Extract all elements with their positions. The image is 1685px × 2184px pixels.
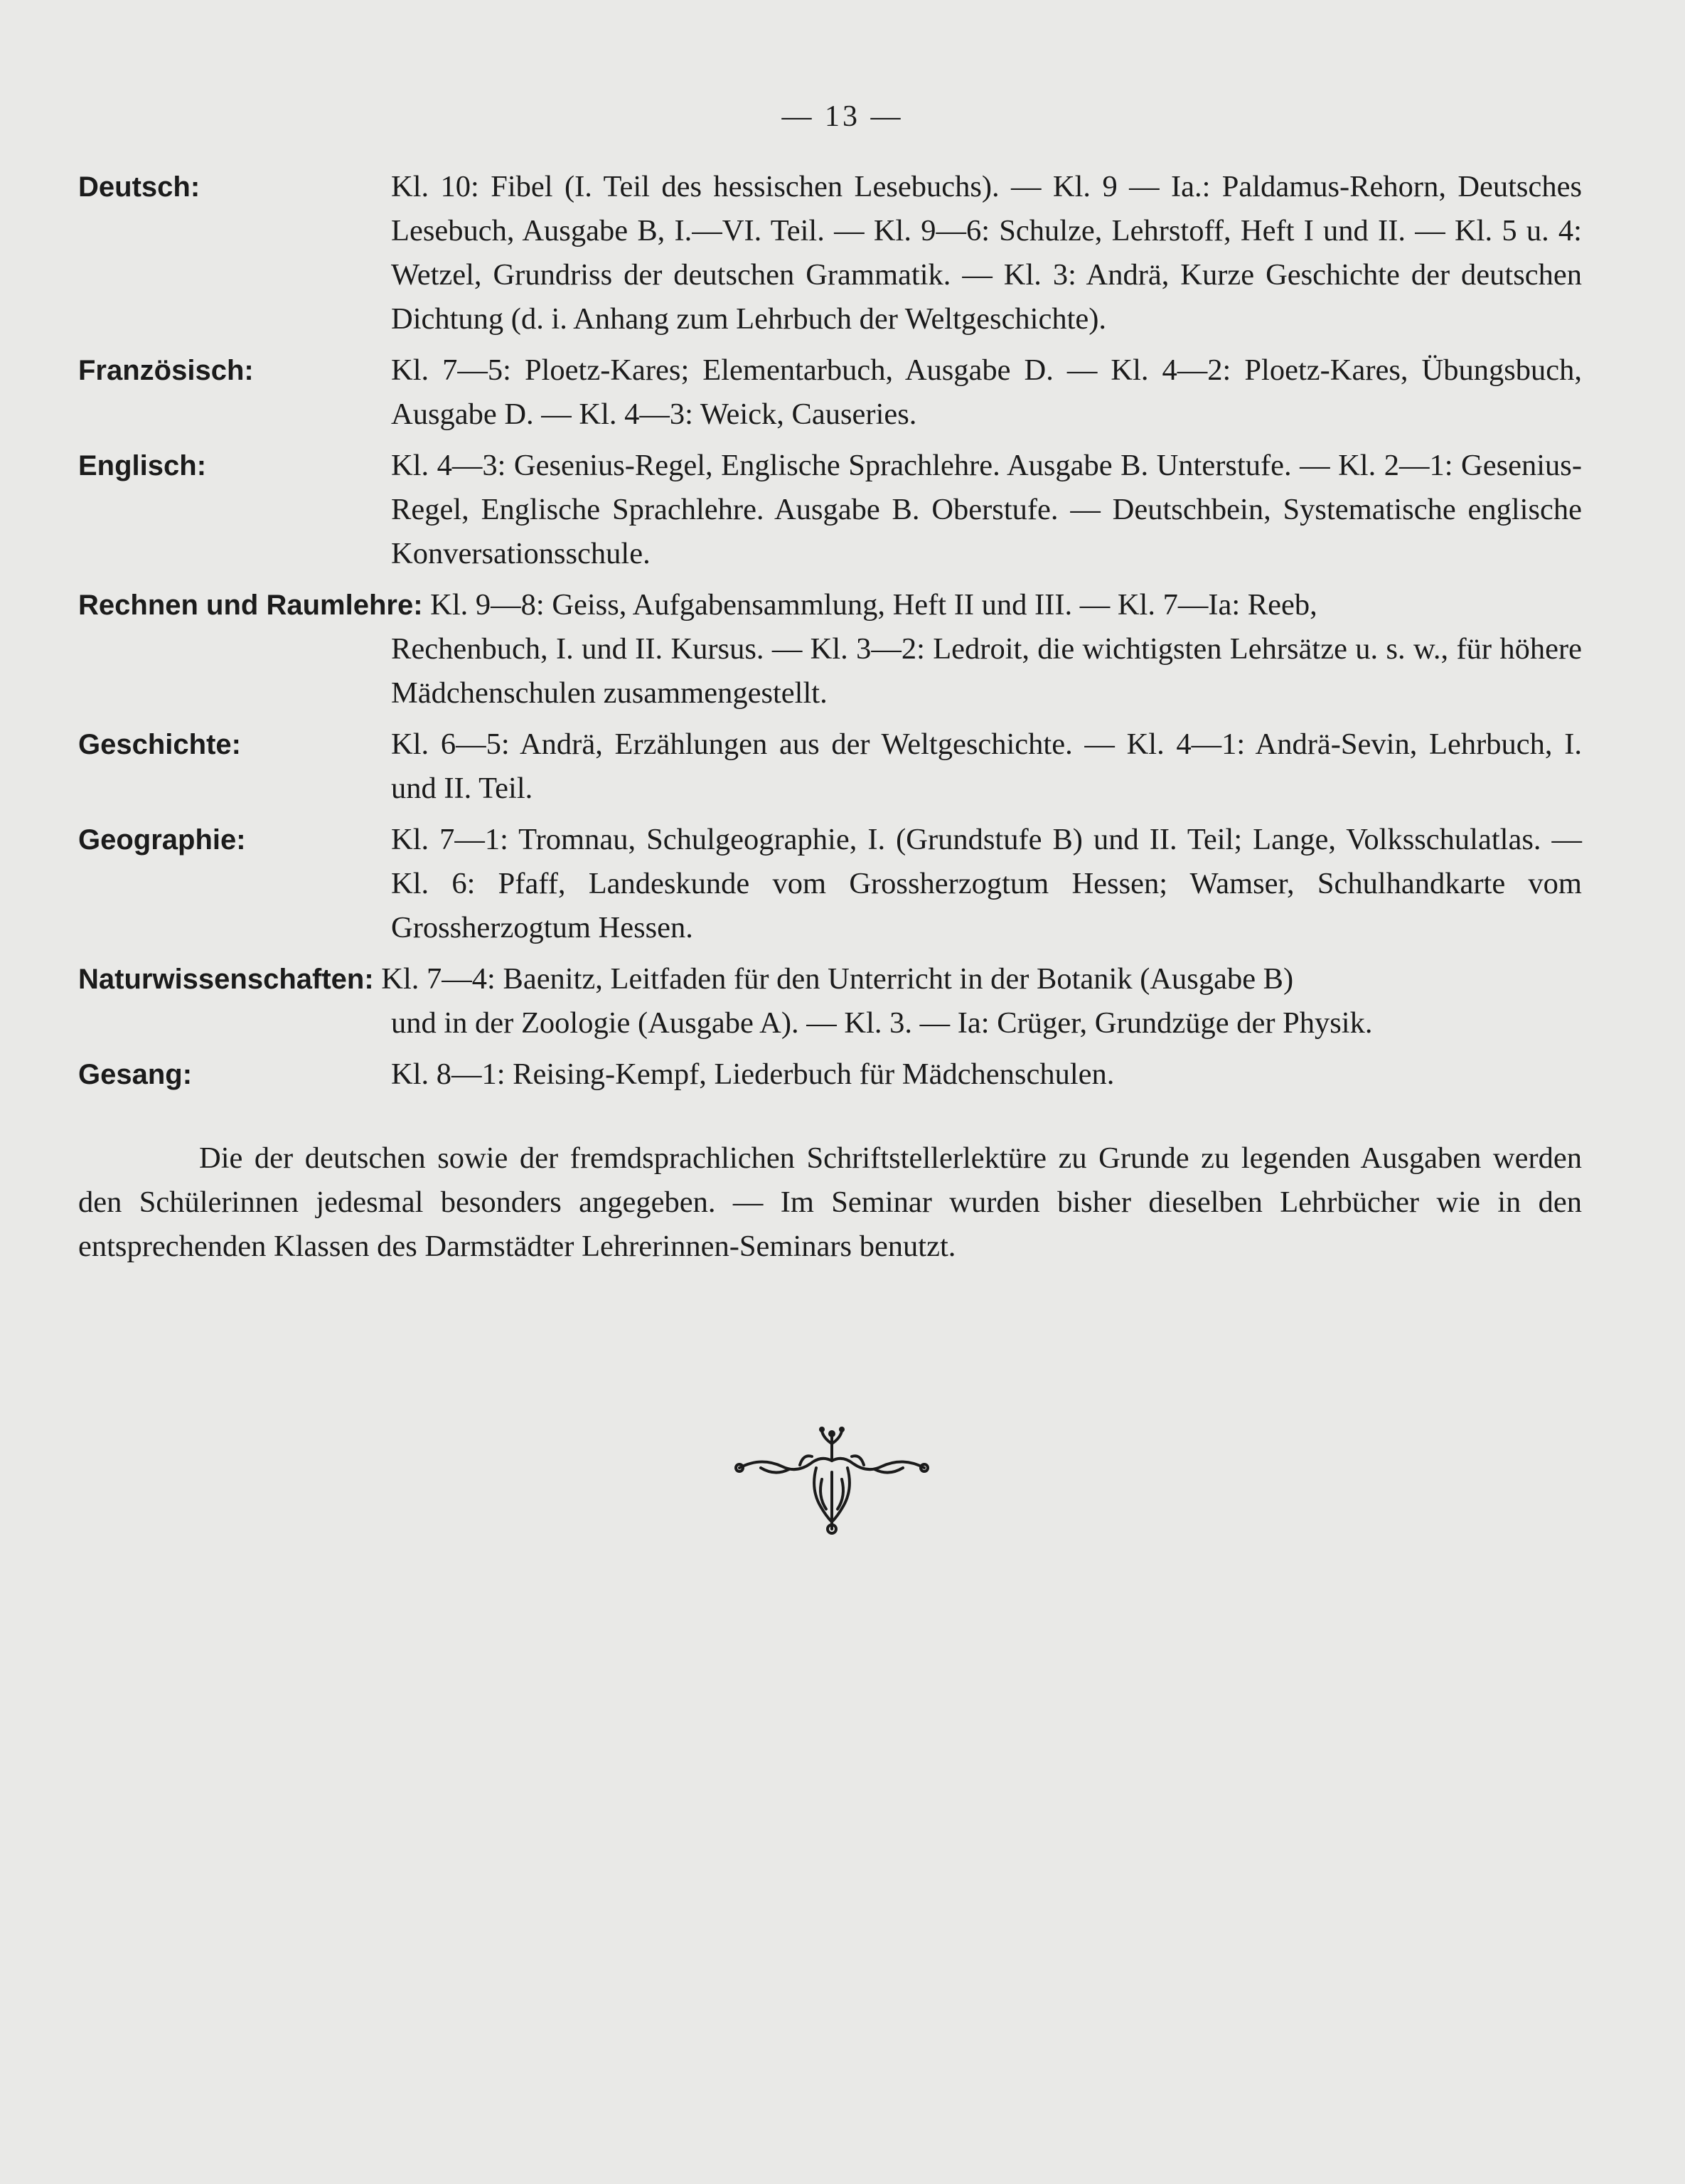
entry-lead-line	[78, 583, 1582, 627]
entry-englisch	[78, 444, 1582, 576]
entry-text: Kl. 4—3: Gesenius-Regel, Englische Sprachlehre. Ausgabe B. Unterstufe. — Kl. 2—1: Gesenius-Regel, Englische Sprachlehre. Ausgabe B. Oberstufe. — Deutschbein, Systematische englische Konversationsschule.	[391, 449, 1582, 570]
subject-label: Deutsch:	[78, 171, 200, 203]
subject-label: Französisch:	[78, 355, 254, 386]
subject-label: Gesang:	[78, 1059, 193, 1090]
subject-label: Geographie:	[78, 824, 246, 856]
entry-first-line: Kl. 9—8: Geiss, Aufgabensammlung, Heft II und III. — Kl. 7—Ia: Reeb,	[430, 588, 1317, 622]
entry-deutsch	[78, 165, 1582, 341]
entry-text: Rechenbuch, I. und II. Kursus. — Kl. 3—2: Ledroit, die wichtigsten Lehrsätze u. s. w., für höhere Mädchenschulen zusammengestellt.	[391, 632, 1582, 710]
entry-text: Kl. 7—1: Tromnau, Schulgeographie, I. (Grundstufe B) und II. Teil; Lange, Volksschulatlas. — Kl. 6: Pfaff, Landeskunde vom Grossherzogtum Hessen; Wamser, Schulhandkarte vom Grossherzogtum Hessen.	[391, 823, 1582, 944]
entry-geographie	[78, 818, 1582, 950]
subject-label: Naturwissenschaften:	[78, 964, 374, 995]
entry-text: und in der Zoologie (Ausgabe A). — Kl. 3. — Ia: Crüger, Grundzüge der Physik.	[391, 1006, 1373, 1040]
subject-label: Englisch:	[78, 450, 207, 481]
entry-text: Kl. 10: Fibel (I. Teil des hessischen Lesebuchs). — Kl. 9 — Ia.: Paldamus-Rehorn, Deutsches Lesebuch, Ausgabe B, I.—VI. Teil. — Kl. 9—6: Schulze, Lehrstoff, Heft I und II. — Kl. 5 u. 4: Wetzel, Grundriss der deutschen Grammatik. — Kl. 3: Andrä, Kurze Geschichte der deutschen Dichtung (d. i. Anhang zum Lehrbuch der Weltgeschichte).	[391, 170, 1582, 336]
page-number: — 13 —	[781, 100, 904, 133]
subject-label: Geschichte:	[78, 729, 241, 760]
subject-label: Rechnen und Raumlehre:	[78, 590, 423, 621]
textbook-list	[78, 165, 1582, 1104]
entry-franzoesisch	[78, 348, 1582, 437]
entry-geschichte	[78, 723, 1582, 811]
entry-gesang	[78, 1053, 1582, 1097]
ornament-icon	[732, 1422, 931, 1536]
closing-note: Die der deutschen sowie der fremdsprachlichen Schriftstellerlektüre zu Grunde zu legenden Ausgaben werden den Schülerinnen jedesmal besonders angegeben. — Im Seminar wurden bisher dieselben Lehrbücher wie in den entsprechenden Klassen des Darmstädter Lehrerinnen-Seminars benutzt.	[78, 1141, 1582, 1263]
entry-lead-line	[78, 957, 1582, 1001]
entry-naturwissenschaften	[78, 957, 1582, 1045]
entry-text: Kl. 8—1: Reising-Kempf, Liederbuch für Mädchenschulen.	[391, 1058, 1115, 1091]
entry-text: Kl. 6—5: Andrä, Erzählungen aus der Weltgeschichte. — Kl. 4—1: Andrä-Sevin, Lehrbuch, I. und II. Teil.	[391, 728, 1582, 805]
entry-text: Kl. 7—5: Ploetz-Kares; Elementarbuch, Ausgabe D. — Kl. 4—2: Ploetz-Kares, Übungsbuch, Ausgabe D. — Kl. 4—3: Weick, Causeries.	[391, 353, 1582, 431]
entry-rechnen	[78, 583, 1582, 715]
entry-first-line: Kl. 7—4: Baenitz, Leitfaden für den Unterricht in der Botanik (Ausgabe B)	[381, 962, 1294, 996]
